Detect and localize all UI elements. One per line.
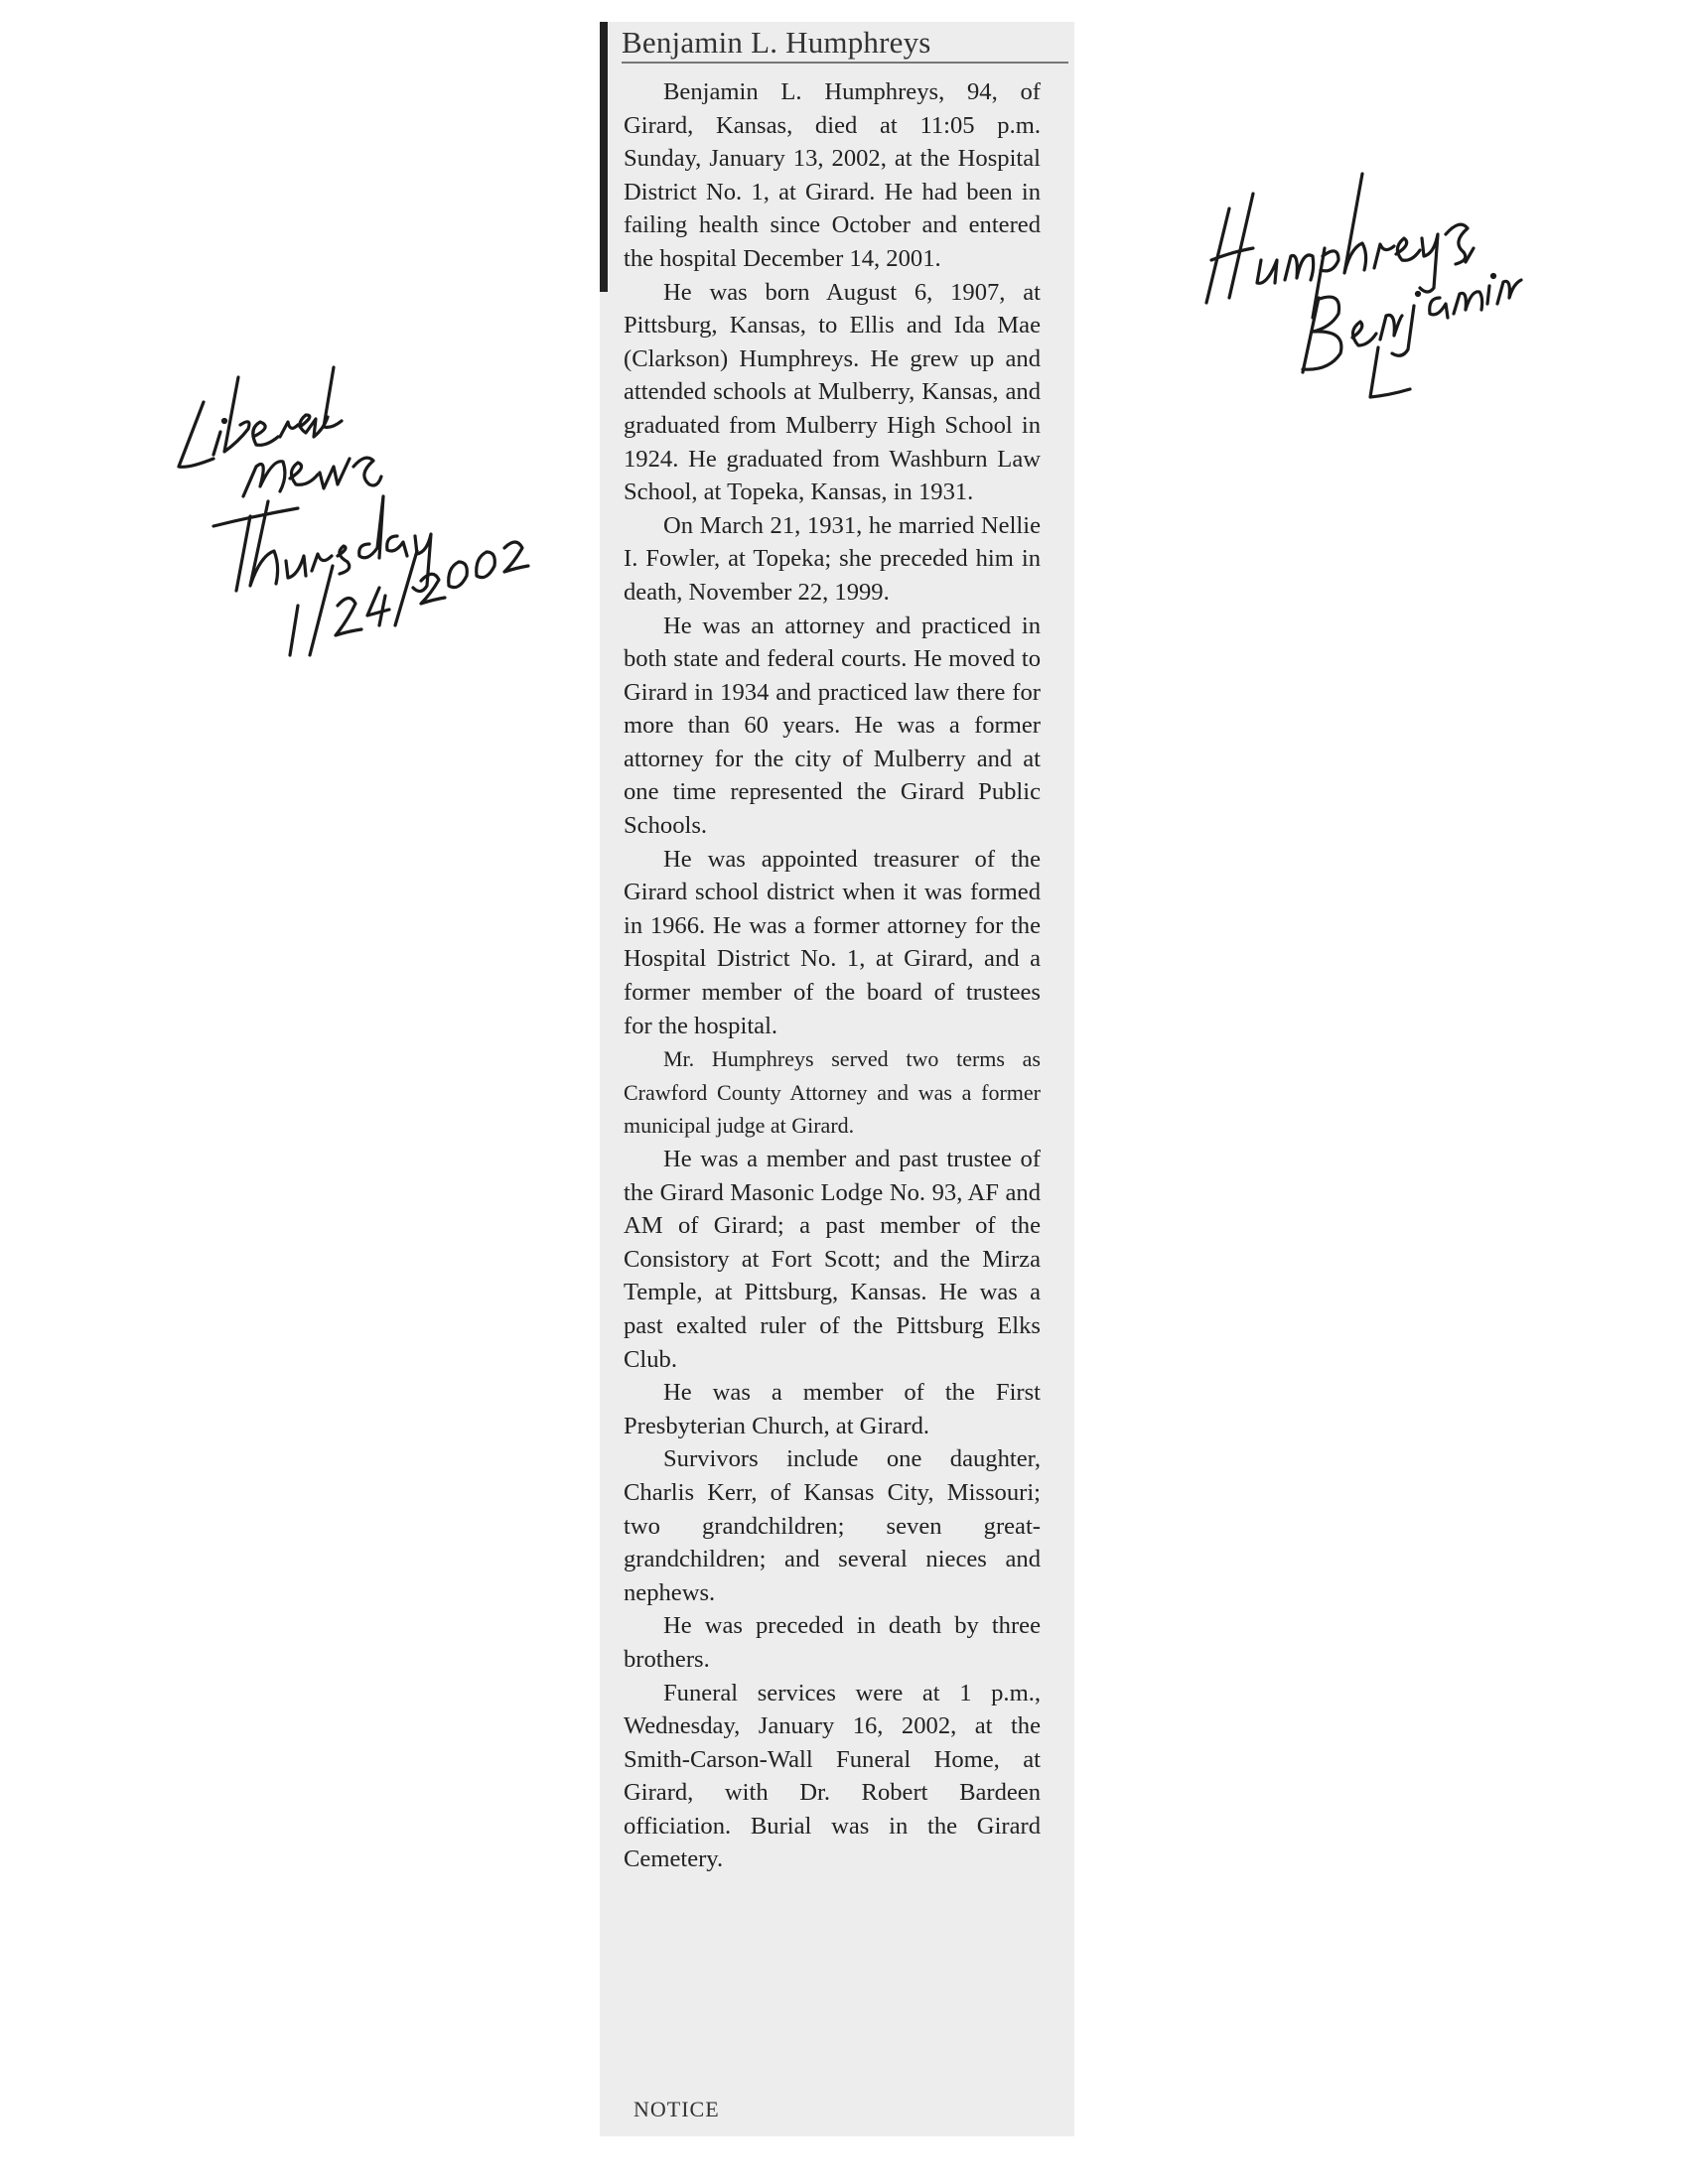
obituary-headline: Benjamin L. Humphreys <box>622 24 1068 64</box>
handwritten-liberal <box>179 367 342 467</box>
paragraph-marriage: On March 21, 1931, he married Nellie I. Fowler, at Topeka; she preceded him in death, November 22, 1999. <box>624 511 1041 606</box>
handwritten-benjamin <box>1303 275 1521 373</box>
paragraph-survivors: Survivors include one daughter, Charlis Kerr, of Kansas City, Missouri; two grandchildren; seven great-grandchildren; and several nieces and nephews. <box>624 1445 1041 1606</box>
paragraph-career: He was an attorney and practiced in both state and federal courts. He moved to Girard in 1934 and practiced law there for more than 60 years. He was a former attorney for the city of Mulberry and at one time represented the Girard Public Schools. <box>624 612 1041 840</box>
handwritten-news <box>243 458 381 496</box>
paragraph-birth: He was born August 6, 1907, at Pittsburg, Kansas, to Ellis and Ida Mae (Clarkson) Humphreys. He grew up and attended schools at Mulberry, Kansas, and graduated from Mulberry High School in 1924. He graduated from Washburn Law School, at Topeka, Kansas, in 1931. <box>624 278 1041 506</box>
paragraph-county-attorney: Mr. Humphreys served two terms as Crawford County Attorney and was a former municipal judge at Girard. <box>624 1046 1041 1139</box>
paragraph-church: He was a member of the First Presbyterian Church, at Girard. <box>624 1379 1041 1439</box>
paragraph-treasurer: He was appointed treasurer of the Girard school district when it was formed in 1966. He was a former attorney for the Hospital District No. 1, at Girard, and a former member of the board of trustees for the hospital. <box>624 845 1041 1039</box>
paragraph-death: Benjamin L. Humphreys, 94, of Girard, Kansas, died at 11:05 p.m. Sunday, January 13, 2002, at the Hospital District No. 1, at Girard. He had been in failing health since October and entered the hospital December 14, 2001. <box>624 78 1041 272</box>
paragraph-funeral: Funeral services were at 1 p.m., Wednesday, January 16, 2002, at the Smith-Carson-Wall Funeral Home, at Girard, with Dr. Robert Bardeen officiation. Burial was in the Girard Cemetery. <box>624 1679 1041 1873</box>
paragraph-preceded: He was preceded in death by three brothers. <box>624 1612 1041 1673</box>
handwritten-thursday <box>213 496 431 592</box>
notice-heading: NOTICE <box>633 2097 720 2121</box>
paragraph-masonic: He was a member and past trustee of the Girard Masonic Lodge No. 93, AF and AM of Girard; a past member of the Consistory at Fort Scott; and the Mirza Temple, at Pittsburg, Kansas. He was a past exalted ruler of the Pittsburg Elks Club. <box>624 1146 1041 1373</box>
handwritten-humphreys <box>1206 174 1474 318</box>
